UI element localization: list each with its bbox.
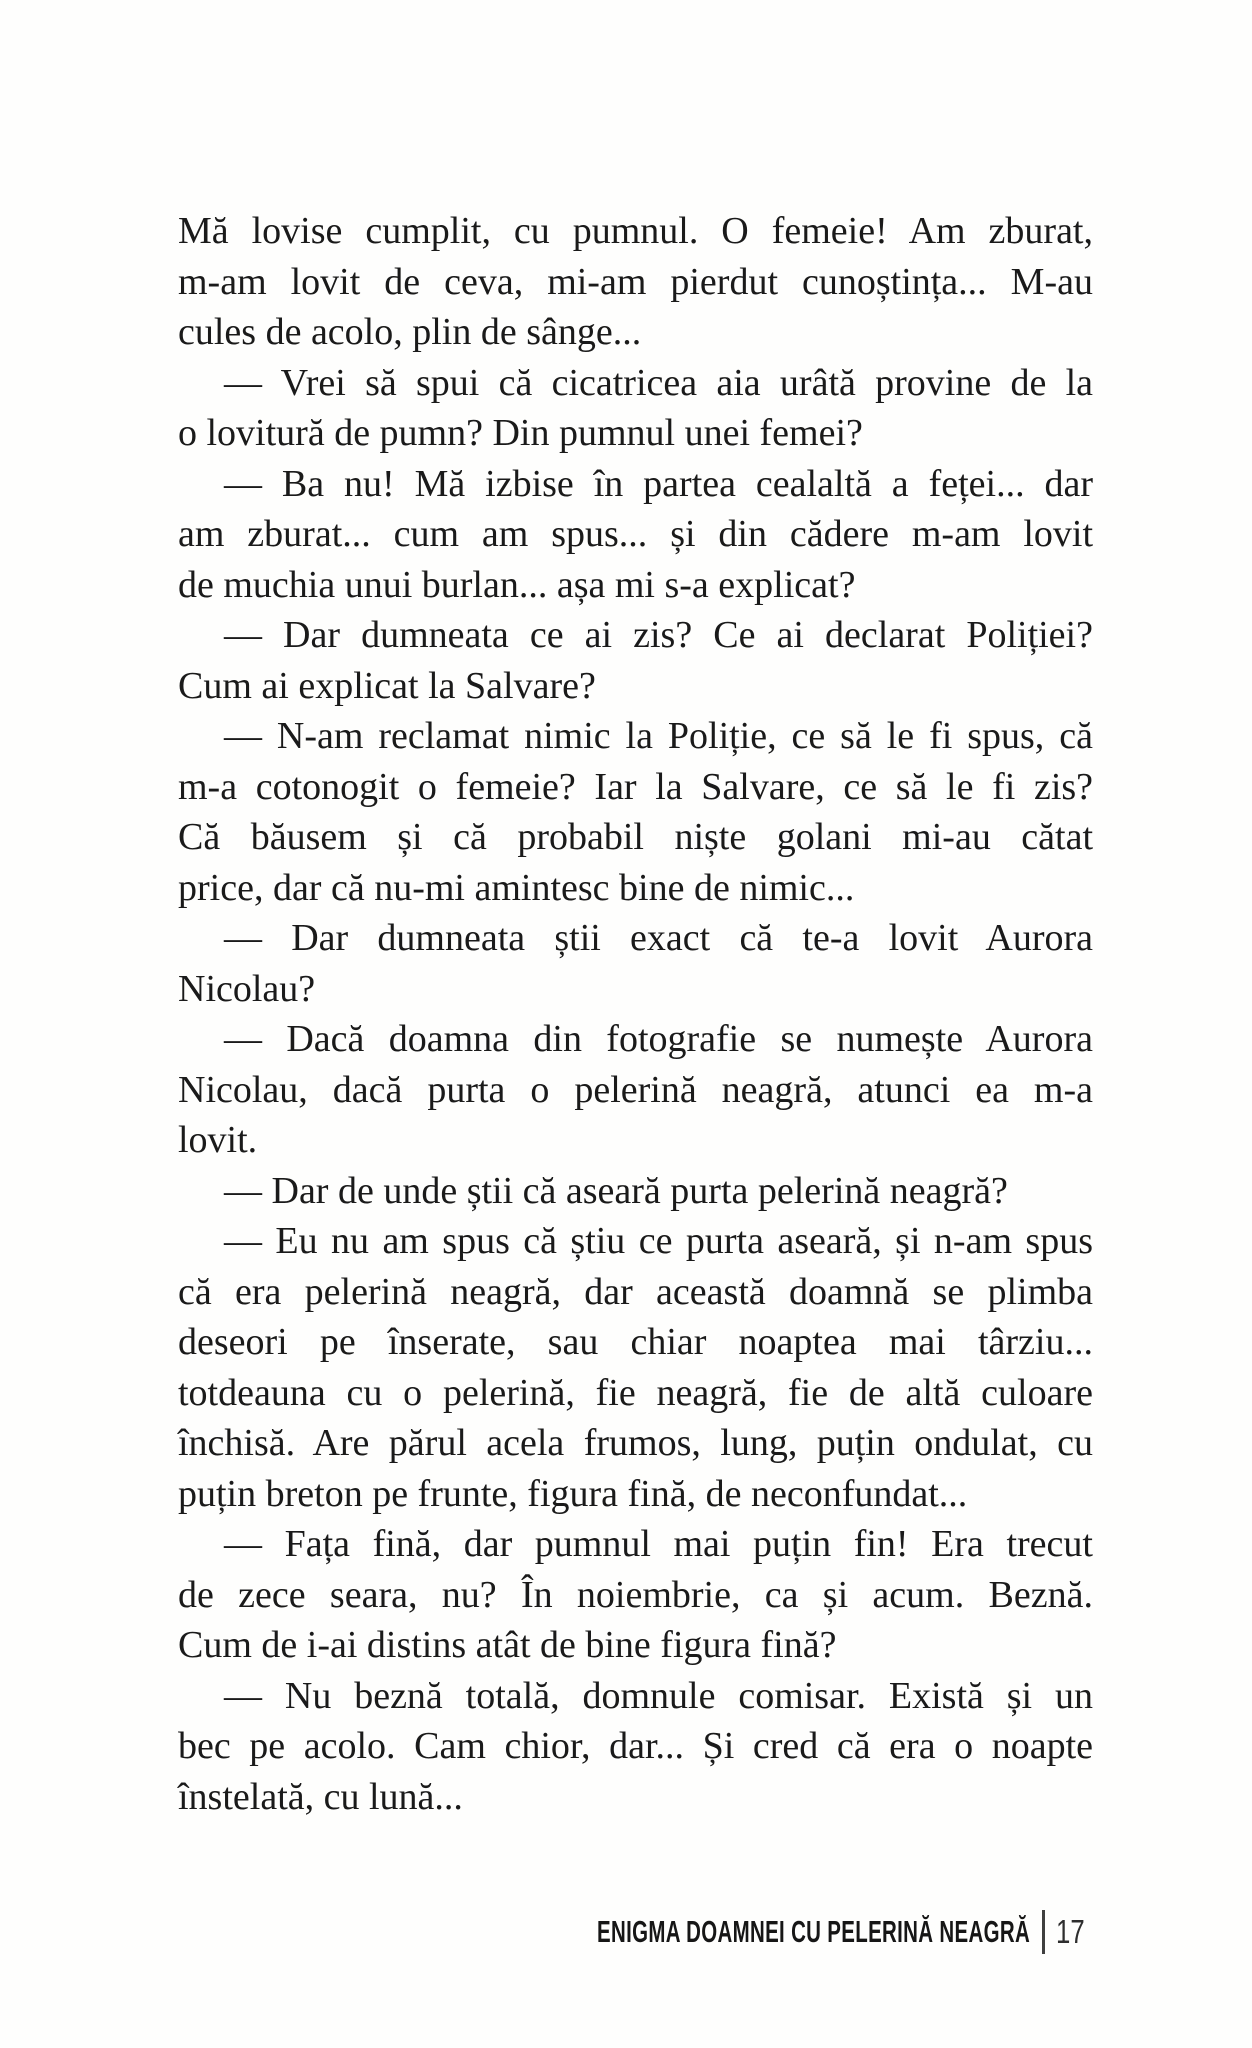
text-line: — N-am reclamat nimic la Poliție, ce să le fi spus, că: [224, 715, 1093, 757]
page-number: 17: [1056, 1913, 1085, 1950]
text-line: price, dar că nu-mi amintesc bine de nimic...: [178, 866, 855, 909]
text-line: — Ba nu! Mă izbise în partea cealaltă a feței... dar: [224, 462, 1094, 505]
text-line: înstelată, cu lună...: [178, 1775, 463, 1818]
text-line: închisă. Are părul acela frumos, lung, puțin ondulat, cu: [178, 1422, 1093, 1464]
text-line: — Dar de unde știi că aseară purta pelerină neagră?: [224, 1169, 1008, 1212]
body-text: [178, 206, 1093, 1822]
text-line: — Fața fină, dar pumnul mai puțin fin! Era trecut: [224, 1523, 1093, 1565]
text-line: Cum ai explicat la Salvare?: [178, 664, 596, 707]
text-line: Cum de i-ai distins atât de bine figura fină?: [178, 1624, 837, 1666]
text-line: Mă lovise cumplit, cu pumnul. O femeie! Am zburat,: [178, 210, 1093, 252]
text-line: — Dacă doamna din fotografie se numește Aurora: [224, 1018, 1093, 1060]
footer-divider: [1042, 1910, 1045, 1954]
text-line: am zburat... cum am spus... și din cădere m-am lovit: [178, 513, 1094, 555]
text-line: m-a cotonogit o femeie? Iar la Salvare, ce să le fi zis?: [178, 765, 1094, 808]
text-line: cules de acolo, plin de sânge...: [178, 311, 642, 353]
text-line: că era pelerină neagră, dar această doamnă se plimba: [178, 1270, 1094, 1313]
text-line: Nicolau, dacă purta o pelerină neagră, atunci ea m-a: [178, 1068, 1094, 1111]
text-line: Că băusem și că probabil niște golani mi-au cătat: [178, 816, 1094, 858]
text-line: puțin breton pe frunte, figura fină, de neconfundat...: [178, 1472, 968, 1515]
text-line: Nicolau?: [178, 967, 316, 1010]
text-line: lovit.: [178, 1119, 258, 1161]
page-footer: [374, 1908, 1093, 1956]
text-line: o lovitură de pumn? Din pumnul unei femei?: [178, 412, 863, 454]
text-line: deseori pe înserate, sau chiar noaptea mai târziu...: [178, 1321, 1093, 1363]
text-line: — Vrei să spui că cicatricea aia urâtă provine de la: [224, 361, 1094, 404]
text-line: — Dar dumneata ce ai zis? Ce ai declarat Poliției?: [224, 614, 1093, 656]
text-line: de zece seara, nu? În noiembrie, ca și acum. Beznă.: [178, 1573, 1093, 1616]
running-title: ENIGMA DOAMNEI CU PELERINĂ NEAGRĂ: [597, 1914, 1031, 1949]
text-line: m-am lovit de ceva, mi-am pierdut cunoștința... M-au: [178, 260, 1093, 303]
text-line: — Dar dumneata știi exact că te-a lovit Aurora: [224, 917, 1094, 959]
text-line: — Nu beznă totală, domnule comisar. Există și un: [224, 1674, 1093, 1717]
text-line: totdeauna cu o pelerină, fie neagră, fie de altă culoare: [178, 1371, 1093, 1414]
text-line: — Eu nu am spus că știu ce purta aseară, și n-am spus: [224, 1220, 1093, 1262]
text-line: bec pe acolo. Cam chior, dar... Și cred că era o noapte: [178, 1725, 1094, 1767]
text-line: de muchia unui burlan... așa mi s-a explicat?: [178, 563, 856, 606]
